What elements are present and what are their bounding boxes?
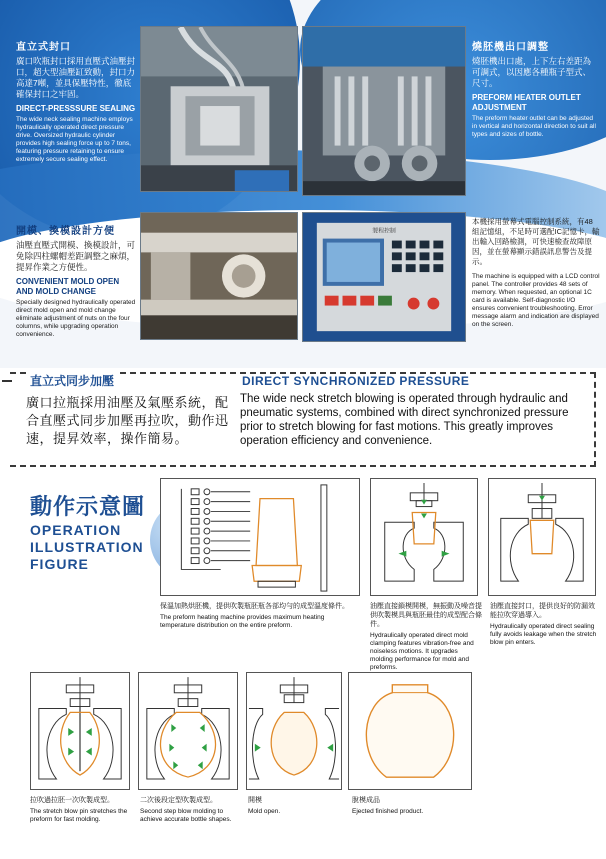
- operation-title-line: ILLUSTRATION: [30, 539, 144, 555]
- mold-change-title-en: CONVENIENT MOLD OPEN AND MOLD CHANGE: [16, 277, 120, 296]
- preform-heater-title-en: PREFORM HEATER OUTLET ADJUSTMENT: [472, 93, 581, 112]
- preform-heater-body-en: The preform heater outlet can be adjusted in vertical and horizontal direction to suit all types and sizes of bottle.: [472, 115, 596, 138]
- direct-pressure-body-zh: 廣口吹瓶封口採用直壓式油壓封口，超大型油壓缸致動，封口力高達7噸，並具保壓特性，徹底確保封口之牢固。: [16, 56, 136, 99]
- step-caption-en: The preform heating machine provides maximum heating temperature distribution on the entire preform.: [160, 614, 325, 629]
- mold-change-section: [16, 222, 136, 339]
- step-caption-en: Second step blow molding to achieve accurate bottle shapes.: [140, 808, 232, 823]
- step-caption: [370, 602, 482, 672]
- sealing-machine-photo: [140, 26, 298, 192]
- step-caption-en: Ejected finished product.: [352, 808, 424, 815]
- operation-title-line: OPERATION: [30, 522, 122, 538]
- step-caption: [490, 602, 600, 647]
- step-caption: [352, 796, 472, 816]
- diagram-mold-clamping: [370, 478, 478, 596]
- operation-title-en: [30, 522, 144, 573]
- lcd-control-body-en: The machine is equipped with a LCD control panel. The controller provides 48 sets of memory. When requested, an optional 1C card is available. Self-diagnostic I/O ensures convenient troubleshooting. Error message alarm and indication are displayed on the screen.: [472, 273, 600, 328]
- preform-heater-section: [472, 38, 596, 139]
- step-caption-zh: 保溫加熱烘胚機，提供吹製瓶胚瓶各部均勻的成型溫度條件。: [160, 603, 349, 610]
- mold-change-title-zh: 開模、換模設計方便: [16, 226, 115, 237]
- lcd-panel-photo: [302, 212, 466, 342]
- preform-heater-body-zh: 燒胚機出口處，上下左右差距為可調式，以因應各種瓶子型式、尺寸。: [472, 56, 592, 88]
- step-caption-zh: 油壓直接封口，提供良好的防漏效能拉吹穿過導入。: [490, 603, 595, 619]
- step-caption-en: Hydraulically operated direct sealing fully avoids leakage when the stretch blow pin enters.: [490, 623, 597, 646]
- lcd-control-section: [472, 214, 600, 329]
- operation-title-line: FIGURE: [30, 556, 89, 572]
- lcd-panel-label: 製程控制: [372, 228, 396, 235]
- step-caption-zh: 開模: [248, 797, 262, 804]
- step-caption-zh: 脫模成品: [352, 797, 380, 804]
- preform-heater-title-zh: 燒胚機出口調整: [472, 42, 549, 53]
- step-caption-en: The stretch blow pin stretches the preform for fast molding.: [30, 808, 128, 823]
- mold-change-body-en: Specially designed hydraulically operated direct mold open and mold change eliminate adjustment of nuts on the four columns, while upgrading operation convenience.: [16, 299, 136, 338]
- direct-pressure-title-zh: 直立式封口: [16, 42, 71, 53]
- diagram-stretch-blow: [30, 672, 130, 790]
- step-caption-en: Hydraulically operated direct mold clamping features vibration-free and noiseless motions. It upgrades molding performance for mold and preforms.: [370, 632, 474, 671]
- diagram-preform-heating: [160, 478, 360, 596]
- step-caption: [160, 602, 360, 630]
- step-caption: [248, 796, 344, 816]
- direct-pressure-section: [16, 38, 136, 164]
- step-caption-zh: 拉吹過拉胚一次吹製成型。: [30, 797, 114, 804]
- synchronized-body-en: The wide neck stretch blowing is operated through hydraulic and pneumatic systems, combined with direct synchronized pressure prior to stretch blowing for fast motions. This greatly improves operation efficiency and convenience.: [240, 393, 569, 447]
- mold-open-photo: [140, 212, 298, 340]
- direct-pressure-body-en: The wide neck sealing machine employs hydraulically operated direct pressure drive. Oversized hydraulic cylinder provides high sealing force up to 7 tons, featuring pressure retaining to ensure extremely secure sealing effect.: [16, 116, 133, 163]
- step-caption-zh: 油壓直接鎖模開模，無振動及噪音提供吹製模具與瓶胚最佳的成型配合條件。: [370, 603, 482, 628]
- preform-heater-photo: [302, 26, 466, 196]
- operation-title-zh: 動作示意圖: [30, 494, 146, 519]
- step-caption-en: Mold open.: [248, 808, 281, 815]
- diagram-second-blow: [138, 672, 238, 790]
- diagram-finished-product: [348, 672, 472, 790]
- box-marker: [2, 380, 12, 382]
- step-caption: [30, 796, 134, 824]
- direct-pressure-title-en: DIRECT-PRESSSURE SEALING: [16, 104, 136, 113]
- synchronized-body-zh: 廣口拉瓶採用油壓及氣壓系統，配合直壓式同步加壓再拉吹，動作迅速，提昇效率，操作簡易。: [26, 395, 229, 446]
- mold-change-body-zh: 油壓直壓式開模、換模設計，可免除四柱螺帽差距調整之麻煩，提昇作業之方便性。: [16, 240, 136, 272]
- synchronized-title-en: DIRECT SYNCHRONIZED PRESSURE: [238, 374, 473, 388]
- lcd-control-body-zh: 本機採用螢幕式電腦控制系統，有48組記憶組，不足時可選配IC記憶卡，輸出輸入回路檢測，可快速檢查故障原因，並在螢幕顯示錯誤訊息警告及提示。: [472, 217, 600, 266]
- diagram-direct-sealing: [488, 478, 596, 596]
- synchronized-title-zh: 直立式同步加壓: [26, 372, 118, 389]
- step-caption: [140, 796, 244, 824]
- step-caption-zh: 二次後段定型吹製成型。: [140, 797, 217, 804]
- diagram-mold-open: [246, 672, 342, 790]
